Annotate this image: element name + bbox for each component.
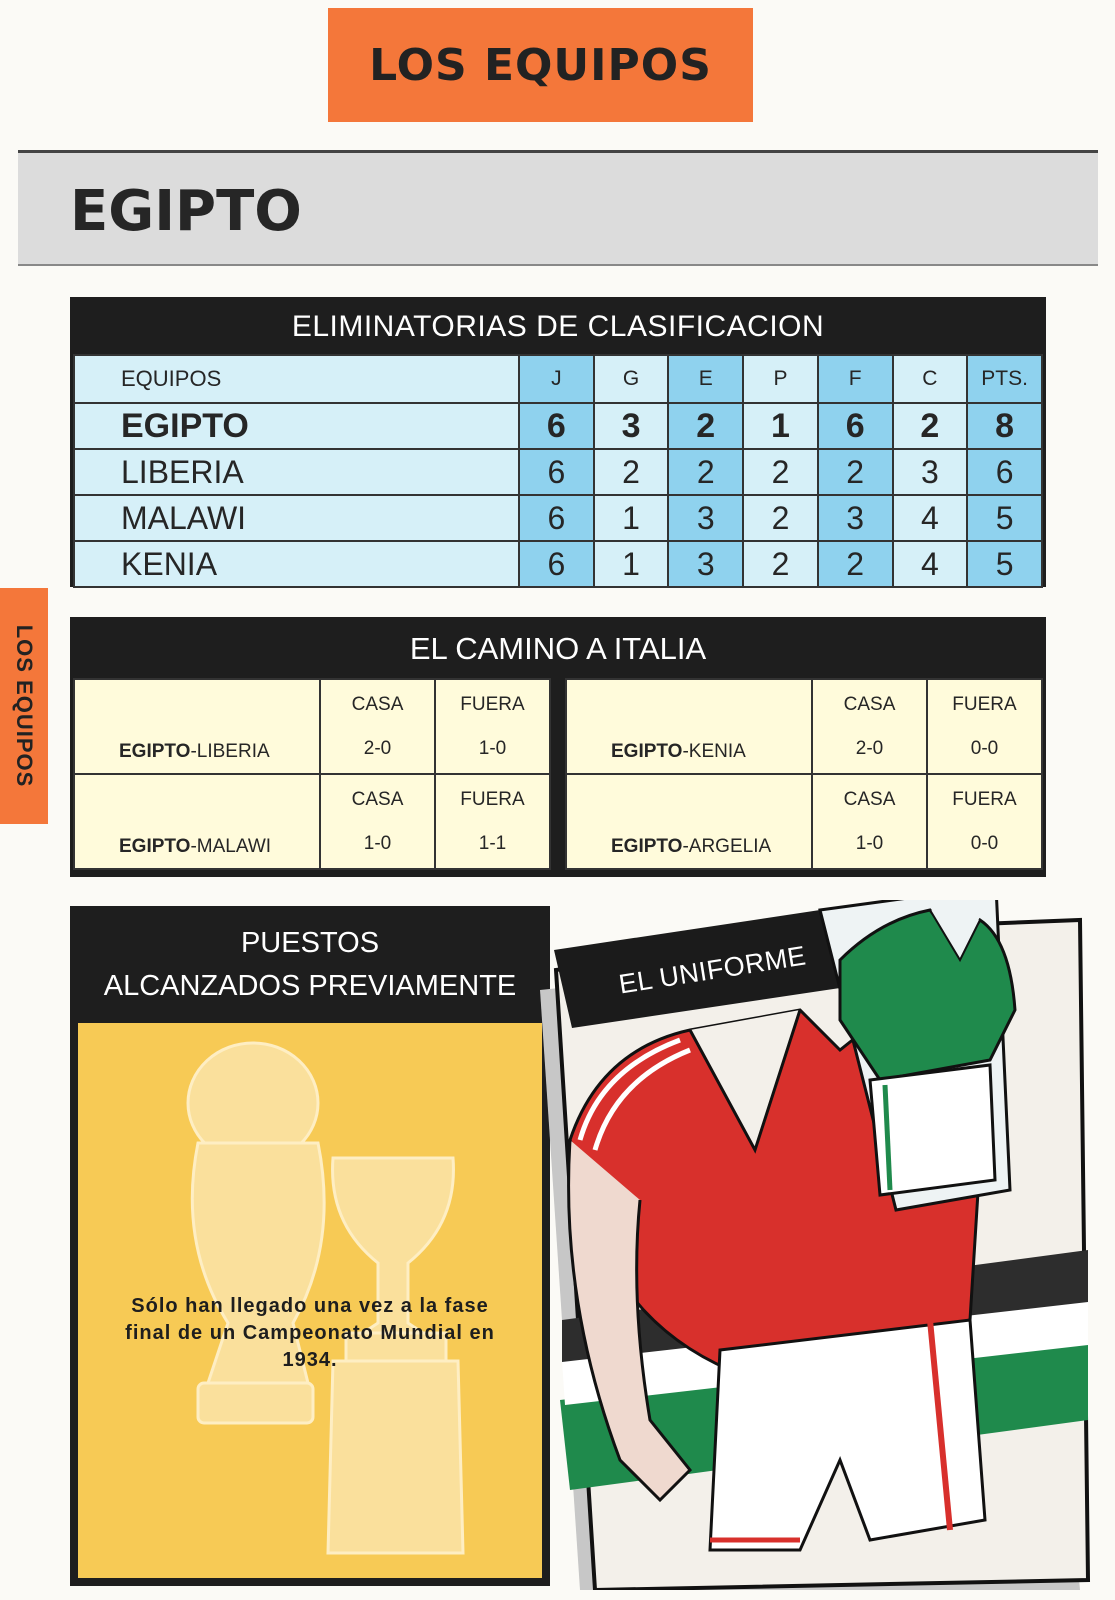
standings-grid	[73, 354, 1043, 588]
column-header: G	[594, 355, 669, 403]
table-row	[74, 403, 1042, 449]
table-row	[74, 541, 1042, 587]
column-header: C	[893, 355, 968, 403]
home-result: CASA 1-0	[320, 774, 435, 869]
away-result: FUERA 1-0	[435, 679, 550, 774]
stat-cell: 1	[743, 403, 818, 449]
standings-header-row	[74, 355, 1042, 403]
table-row	[74, 495, 1042, 541]
section-header	[328, 8, 753, 122]
stat-cell: 3	[893, 449, 968, 495]
previous-placings-panel	[70, 906, 550, 1586]
home-result: CASA 2-0	[320, 679, 435, 774]
stat-cell: 5	[967, 495, 1042, 541]
stat-cell: 6	[519, 403, 594, 449]
table-row	[74, 449, 1042, 495]
road-left-half	[73, 678, 551, 870]
stat-cell: 4	[893, 541, 968, 587]
previous-text: Sólo han llegado una vez a la fase final de un Campeonato Mundial en 1934.	[125, 1295, 495, 1371]
standings-table	[70, 297, 1046, 587]
stat-cell: 2	[594, 449, 669, 495]
column-header: P	[743, 355, 818, 403]
match-label: EGIPTO-ARGELIA	[566, 774, 812, 869]
stat-cell: 5	[967, 541, 1042, 587]
stat-cell: 2	[668, 449, 743, 495]
stat-cell: 2	[668, 403, 743, 449]
match-row	[74, 679, 550, 774]
team-name: MALAWI	[74, 495, 519, 541]
stat-cell: 6	[519, 449, 594, 495]
stat-cell: 2	[743, 449, 818, 495]
column-header: E	[668, 355, 743, 403]
country-band	[18, 150, 1098, 266]
match-row	[74, 774, 550, 869]
uniform-title: EL UNIFORME	[616, 940, 809, 1000]
match-label: EGIPTO-KENIA	[566, 679, 812, 774]
country-name: EGIPTO	[70, 179, 302, 244]
away-result: FUERA 0-0	[927, 679, 1042, 774]
stat-cell: 2	[743, 495, 818, 541]
uniform-illustration	[540, 900, 1100, 1590]
stat-cell: 3	[668, 495, 743, 541]
stat-cell: 6	[519, 541, 594, 587]
column-header: EQUIPOS	[74, 355, 519, 403]
section-title: LOS EQUIPOS	[369, 39, 712, 91]
stat-cell: 3	[818, 495, 893, 541]
match-label: EGIPTO-MALAWI	[74, 774, 320, 869]
previous-content	[78, 1023, 542, 1578]
match-label: EGIPTO-LIBERIA	[74, 679, 320, 774]
stat-cell: 1	[594, 495, 669, 541]
stat-cell: 2	[818, 541, 893, 587]
stat-cell: 2	[893, 403, 968, 449]
uniform-panel	[540, 900, 1100, 1590]
away-result: FUERA 1-1	[435, 774, 550, 869]
column-header: J	[519, 355, 594, 403]
road-title: EL CAMINO A ITALIA	[409, 631, 707, 666]
side-tab	[0, 588, 48, 824]
team-name: KENIA	[74, 541, 519, 587]
side-tab-label: LOS EQUIPOS	[12, 624, 37, 788]
road-to-italy-table	[70, 617, 1046, 877]
home-result: CASA 2-0	[812, 679, 927, 774]
stat-cell: 8	[967, 403, 1042, 449]
team-name: LIBERIA	[74, 449, 519, 495]
home-result: CASA 1-0	[812, 774, 927, 869]
stat-cell: 3	[668, 541, 743, 587]
away-result: FUERA 0-0	[927, 774, 1042, 869]
stat-cell: 6	[519, 495, 594, 541]
stat-cell: 3	[594, 403, 669, 449]
stat-cell: 6	[818, 403, 893, 449]
stat-cell: 6	[967, 449, 1042, 495]
match-row	[566, 774, 1042, 869]
stat-cell: 4	[893, 495, 968, 541]
column-header: F	[818, 355, 893, 403]
standings-title: ELIMINATORIAS DE CLASIFICACION	[291, 310, 825, 343]
previous-title: PUESTOS ALCANZADOS PREVIAMENTE	[103, 927, 517, 1002]
road-right-half	[565, 678, 1043, 870]
column-header: PTS.	[967, 355, 1042, 403]
team-name: EGIPTO	[74, 403, 519, 449]
stat-cell: 2	[743, 541, 818, 587]
stat-cell: 1	[594, 541, 669, 587]
match-row	[566, 679, 1042, 774]
stat-cell: 2	[818, 449, 893, 495]
